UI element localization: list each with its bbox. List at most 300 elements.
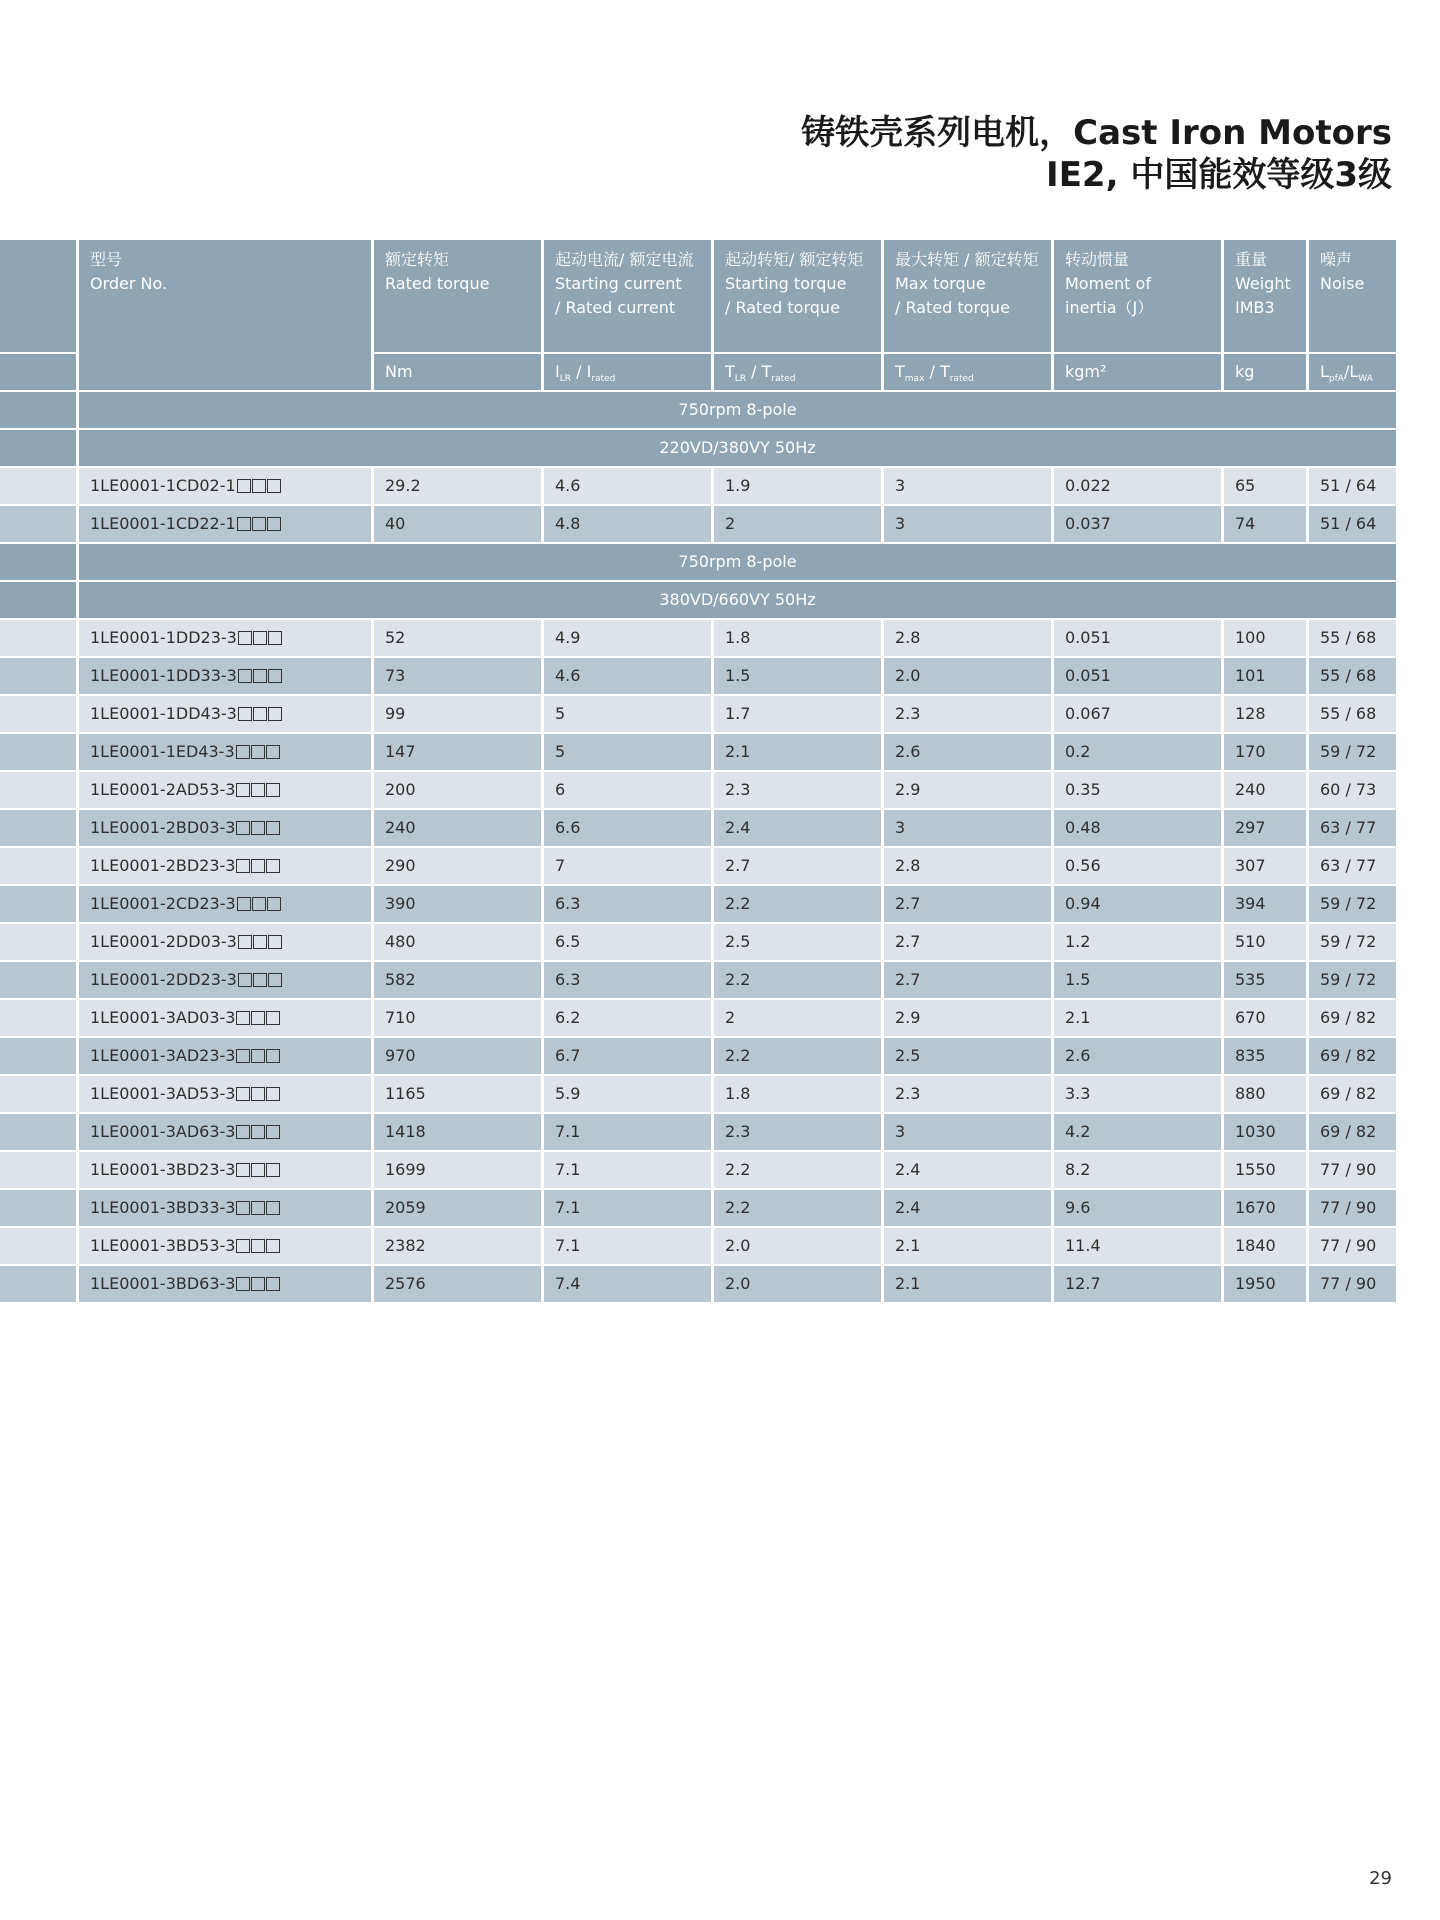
row-left-block — [0, 1152, 76, 1188]
option-placeholder-boxes — [235, 1040, 280, 1074]
cell-value: 240 — [1235, 780, 1266, 799]
cell-order — [79, 1076, 371, 1112]
cell-value: 6.6 — [555, 818, 581, 837]
cell-value: 6 — [555, 780, 566, 799]
cell-value: 1LE0001-2CD23-3 — [90, 894, 236, 913]
option-box — [268, 631, 282, 645]
cell-value: 6.3 — [555, 970, 581, 989]
cell-max_torque — [884, 1190, 1051, 1226]
cell-torque — [374, 1228, 541, 1264]
cell-current — [544, 1190, 711, 1226]
option-box — [236, 1011, 250, 1025]
cell-max_torque — [884, 1266, 1051, 1302]
cell-weight — [1224, 658, 1306, 694]
cell-weight — [1224, 1000, 1306, 1036]
table-row — [0, 1000, 1396, 1038]
cell-value: 1.5 — [725, 666, 751, 685]
cell-value: 2.7 — [725, 856, 751, 875]
cell-value: 77 / 90 — [1320, 1198, 1377, 1217]
cell-value: 4.6 — [555, 666, 581, 685]
cell-value: 8.2 — [1065, 1160, 1091, 1179]
cell-value: 63 / 77 — [1320, 856, 1377, 875]
cell-value: 2.2 — [725, 970, 751, 989]
cell-value: 0.037 — [1065, 514, 1111, 533]
cell-value: 1LE0001-1CD22-1 — [90, 514, 236, 533]
unit-subscript: pfA — [1328, 374, 1344, 385]
option-box — [251, 745, 265, 759]
option-box — [268, 935, 282, 949]
cell-value: 1LE0001-3BD63-3 — [90, 1274, 236, 1293]
header-en: / Rated torque — [725, 298, 840, 317]
row-left-block — [0, 810, 76, 846]
cell-inertia — [1054, 1000, 1221, 1036]
header-en: inertia（J） — [1065, 298, 1154, 317]
header-en: Starting torque — [725, 274, 847, 293]
cell-current — [544, 1114, 711, 1150]
cell-value: 3 — [895, 1122, 906, 1141]
cell-start_torque — [714, 658, 881, 694]
cell-value: 1.8 — [725, 1084, 751, 1103]
cell-current — [544, 1076, 711, 1112]
cell-value: 12.7 — [1065, 1274, 1101, 1293]
header-unit-current — [544, 354, 711, 390]
table-row — [0, 506, 1396, 544]
cell-value: 0.051 — [1065, 628, 1111, 647]
cell-value: 2.0 — [895, 666, 921, 685]
cell-value: 5 — [555, 742, 566, 761]
cell-torque — [374, 1076, 541, 1112]
unit-subscript: max — [904, 374, 925, 385]
cell-current — [544, 772, 711, 808]
cell-value: 1LE0001-2BD03-3 — [90, 818, 236, 837]
cell-start_torque — [714, 468, 881, 504]
row-left-block — [0, 924, 76, 960]
header-en: Moment of — [1065, 274, 1151, 293]
cell-weight — [1224, 1228, 1306, 1264]
cell-value: 1LE0001-3BD33-3 — [90, 1198, 236, 1217]
option-placeholder-boxes — [235, 1002, 280, 1036]
cell-max_torque — [884, 1076, 1051, 1112]
option-placeholder-boxes — [235, 850, 280, 884]
cell-value: 2.7 — [895, 970, 921, 989]
table-row — [0, 658, 1396, 696]
option-box — [238, 669, 252, 683]
option-box — [236, 1277, 250, 1291]
cell-order — [79, 1038, 371, 1074]
cell-value: 2.7 — [895, 932, 921, 951]
table-row — [0, 1038, 1396, 1076]
cell-noise — [1309, 1000, 1396, 1036]
cell-value: 0.051 — [1065, 666, 1111, 685]
cell-weight — [1224, 848, 1306, 884]
row-left-block — [0, 506, 76, 542]
cell-torque — [374, 620, 541, 656]
cell-max_torque — [884, 658, 1051, 694]
option-box — [236, 821, 250, 835]
title-line-1: 铸铁壳系列电机，Cast Iron Motors — [801, 113, 1392, 153]
cell-inertia — [1054, 810, 1221, 846]
cell-current — [544, 886, 711, 922]
row-left-block — [0, 544, 76, 580]
cell-order — [79, 1190, 371, 1226]
option-box — [252, 517, 266, 531]
cell-order — [79, 1152, 371, 1188]
cell-value: 970 — [385, 1046, 416, 1065]
header-zh: 额定转矩 — [385, 250, 450, 269]
cell-inertia — [1054, 962, 1221, 998]
row-left-block — [0, 468, 76, 504]
table-row — [0, 468, 1396, 506]
cell-current — [544, 924, 711, 960]
cell-noise — [1309, 886, 1396, 922]
cell-weight — [1224, 1038, 1306, 1074]
header-unit-inertia — [1054, 354, 1221, 390]
cell-value: 1LE0001-2DD03-3 — [90, 932, 237, 951]
table-row — [0, 1266, 1396, 1304]
cell-value: 394 — [1235, 894, 1266, 913]
cell-start_torque — [714, 1190, 881, 1226]
header-en: Rated torque — [385, 274, 490, 293]
option-placeholder-boxes — [235, 1230, 280, 1264]
cell-weight — [1224, 772, 1306, 808]
header-left-block — [0, 354, 76, 390]
cell-value: 1LE0001-3AD03-3 — [90, 1008, 236, 1027]
cell-value: 52 — [385, 628, 406, 647]
option-box — [267, 479, 281, 493]
row-left-block — [0, 696, 76, 732]
cell-value: 2 — [725, 1008, 736, 1027]
cell-noise — [1309, 506, 1396, 542]
cell-max_torque — [884, 848, 1051, 884]
header-en: Order No. — [90, 274, 168, 293]
cell-value: 240 — [385, 818, 416, 837]
table-row — [0, 962, 1396, 1000]
option-box — [266, 1011, 280, 1025]
cell-value: 535 — [1235, 970, 1266, 989]
cell-start_torque — [714, 810, 881, 846]
cell-value: 1699 — [385, 1160, 426, 1179]
cell-max_torque — [884, 924, 1051, 960]
cell-value: 4.8 — [555, 514, 581, 533]
cell-value: 2.6 — [1065, 1046, 1091, 1065]
cell-current — [544, 810, 711, 846]
cell-value: 6.3 — [555, 894, 581, 913]
cell-value: 69 / 82 — [1320, 1046, 1377, 1065]
header-zh: 起动电流/ 额定电流 — [555, 250, 694, 269]
unit-symbol: /L — [1343, 362, 1359, 381]
cell-value: 1550 — [1235, 1160, 1276, 1179]
row-left-block — [0, 658, 76, 694]
option-box — [236, 1125, 250, 1139]
cell-start_torque — [714, 1076, 881, 1112]
cell-value: 1LE0001-1DD23-3 — [90, 628, 237, 647]
cell-value: 1.2 — [1065, 932, 1091, 951]
header-cell-start_torque — [714, 240, 881, 352]
option-box — [237, 897, 251, 911]
unit-subscript: WA — [1358, 374, 1373, 385]
option-box — [251, 1277, 265, 1291]
cell-torque — [374, 772, 541, 808]
cell-start_torque — [714, 886, 881, 922]
cell-noise — [1309, 1114, 1396, 1150]
cell-value: 297 — [1235, 818, 1266, 837]
cell-current — [544, 848, 711, 884]
cell-value: 2.9 — [895, 1008, 921, 1027]
unit-symbol: L — [1320, 362, 1329, 381]
section-voltage-label: 380VD/660VY 50Hz — [79, 582, 1396, 618]
option-box — [266, 1049, 280, 1063]
cell-current — [544, 962, 711, 998]
cell-current — [544, 1000, 711, 1036]
cell-value: 7.1 — [555, 1160, 581, 1179]
cell-max_torque — [884, 506, 1051, 542]
cell-torque — [374, 1190, 541, 1226]
cell-current — [544, 734, 711, 770]
option-box — [251, 1163, 265, 1177]
cell-torque — [374, 1114, 541, 1150]
cell-weight — [1224, 506, 1306, 542]
table-row — [0, 810, 1396, 848]
header-unit-start_torque — [714, 354, 881, 390]
cell-value: 0.2 — [1065, 742, 1091, 761]
cell-weight — [1224, 468, 1306, 504]
header-cell-max_torque — [884, 240, 1051, 352]
cell-value: 55 / 68 — [1320, 666, 1377, 685]
cell-weight — [1224, 1266, 1306, 1302]
header-cell-order — [79, 240, 371, 390]
option-box — [266, 1277, 280, 1291]
option-box — [266, 1201, 280, 1215]
cell-max_torque — [884, 1000, 1051, 1036]
row-left-block — [0, 1038, 76, 1074]
cell-value: 59 / 72 — [1320, 970, 1377, 989]
cell-value: 2 — [725, 514, 736, 533]
cell-noise — [1309, 620, 1396, 656]
header-en: Noise — [1320, 274, 1365, 293]
section-speed-row — [0, 392, 1396, 430]
cell-weight — [1224, 1152, 1306, 1188]
cell-value: 1LE0001-1CD02-1 — [90, 476, 236, 495]
row-left-block — [0, 1266, 76, 1302]
header-cell-torque — [374, 240, 541, 352]
cell-value: 1LE0001-1DD33-3 — [90, 666, 237, 685]
cell-start_torque — [714, 734, 881, 770]
cell-order — [79, 810, 371, 846]
cell-value: 63 / 77 — [1320, 818, 1377, 837]
cell-value: 670 — [1235, 1008, 1266, 1027]
cell-value: 77 / 90 — [1320, 1236, 1377, 1255]
cell-value: 29.2 — [385, 476, 421, 495]
cell-inertia — [1054, 924, 1221, 960]
cell-value: 1.7 — [725, 704, 751, 723]
cell-weight — [1224, 1114, 1306, 1150]
section-voltage-row — [0, 430, 1396, 468]
cell-value: 1165 — [385, 1084, 426, 1103]
option-box — [236, 1087, 250, 1101]
cell-value: 2.6 — [895, 742, 921, 761]
cell-value: 51 / 64 — [1320, 514, 1377, 533]
unit-label: Nm — [385, 362, 413, 381]
cell-value: 74 — [1235, 514, 1256, 533]
cell-torque — [374, 1000, 541, 1036]
cell-max_torque — [884, 1114, 1051, 1150]
cell-value: 6.2 — [555, 1008, 581, 1027]
cell-inertia — [1054, 1152, 1221, 1188]
cell-torque — [374, 1038, 541, 1074]
cell-order — [79, 734, 371, 770]
cell-current — [544, 1228, 711, 1264]
cell-torque — [374, 848, 541, 884]
row-left-block — [0, 1228, 76, 1264]
cell-value: 69 / 82 — [1320, 1084, 1377, 1103]
cell-value: 40 — [385, 514, 406, 533]
option-placeholder-boxes — [237, 660, 282, 694]
row-left-block — [0, 886, 76, 922]
cell-value: 77 / 90 — [1320, 1160, 1377, 1179]
cell-value: 1LE0001-2BD23-3 — [90, 856, 236, 875]
option-placeholder-boxes — [235, 1192, 280, 1226]
option-box — [251, 1125, 265, 1139]
cell-value: 1LE0001-2AD53-3 — [90, 780, 236, 799]
cell-value: 1LE0001-3BD23-3 — [90, 1160, 236, 1179]
table-row — [0, 620, 1396, 658]
option-box — [252, 897, 266, 911]
unit-subscript: rated — [949, 374, 974, 385]
cell-weight — [1224, 924, 1306, 960]
header-unit-noise — [1309, 354, 1396, 390]
cell-inertia — [1054, 1114, 1221, 1150]
table-row — [0, 886, 1396, 924]
cell-noise — [1309, 1076, 1396, 1112]
option-box — [251, 783, 265, 797]
cell-order — [79, 468, 371, 504]
unit-subscript: LR — [734, 374, 747, 385]
cell-current — [544, 468, 711, 504]
cell-order — [79, 1000, 371, 1036]
cell-inertia — [1054, 772, 1221, 808]
cell-order — [79, 658, 371, 694]
table-row — [0, 1152, 1396, 1190]
cell-value: 69 / 82 — [1320, 1008, 1377, 1027]
cell-value: 2.7 — [895, 894, 921, 913]
cell-value: 69 / 82 — [1320, 1122, 1377, 1141]
header-zh: 型号 — [90, 250, 123, 269]
cell-start_torque — [714, 1266, 881, 1302]
header-cell-noise — [1309, 240, 1396, 352]
cell-value: 2.3 — [725, 1122, 751, 1141]
cell-inertia — [1054, 886, 1221, 922]
cell-value: 77 / 90 — [1320, 1274, 1377, 1293]
title-line-2: IE2, 中国能效等级3级 — [1046, 155, 1392, 195]
section-speed-label: 750rpm 8-pole — [79, 392, 1396, 428]
cell-inertia — [1054, 1038, 1221, 1074]
option-box — [267, 897, 281, 911]
cell-value: 0.022 — [1065, 476, 1111, 495]
option-box — [238, 707, 252, 721]
cell-value: 4.6 — [555, 476, 581, 495]
option-box — [266, 783, 280, 797]
cell-value: 11.4 — [1065, 1236, 1101, 1255]
option-box — [251, 1049, 265, 1063]
option-box — [237, 479, 251, 493]
cell-value: 1840 — [1235, 1236, 1276, 1255]
option-placeholder-boxes — [235, 1268, 280, 1302]
cell-value: 0.067 — [1065, 704, 1111, 723]
cell-start_torque — [714, 1228, 881, 1264]
cell-value: 2.8 — [895, 628, 921, 647]
cell-weight — [1224, 1190, 1306, 1226]
cell-order — [79, 1266, 371, 1302]
cell-max_torque — [884, 886, 1051, 922]
cell-current — [544, 696, 711, 732]
header-cell-current — [544, 240, 711, 352]
option-box — [238, 935, 252, 949]
cell-current — [544, 1038, 711, 1074]
cell-value: 1.9 — [725, 476, 751, 495]
cell-value: 1.8 — [725, 628, 751, 647]
cell-value: 2.2 — [725, 894, 751, 913]
cell-noise — [1309, 468, 1396, 504]
section-voltage-label: 220VD/380VY 50Hz — [79, 430, 1396, 466]
cell-value: 1950 — [1235, 1274, 1276, 1293]
header-en: Starting current — [555, 274, 682, 293]
cell-value: 147 — [385, 742, 416, 761]
cell-value: 1030 — [1235, 1122, 1276, 1141]
option-box — [236, 783, 250, 797]
option-box — [266, 1125, 280, 1139]
option-box — [266, 1239, 280, 1253]
option-placeholder-boxes — [237, 698, 282, 732]
option-box — [253, 973, 267, 987]
cell-value: 1.5 — [1065, 970, 1091, 989]
cell-weight — [1224, 810, 1306, 846]
table-row — [0, 1076, 1396, 1114]
option-placeholder-boxes — [237, 926, 282, 960]
cell-current — [544, 658, 711, 694]
unit-label: kgm² — [1065, 362, 1107, 381]
option-placeholder-boxes — [235, 736, 280, 770]
option-box — [236, 859, 250, 873]
cell-value: 1670 — [1235, 1198, 1276, 1217]
row-left-block — [0, 392, 76, 428]
cell-value: 7.1 — [555, 1236, 581, 1255]
table-row — [0, 924, 1396, 962]
cell-value: 835 — [1235, 1046, 1266, 1065]
cell-order — [79, 962, 371, 998]
cell-max_torque — [884, 810, 1051, 846]
option-box — [236, 745, 250, 759]
cell-value: 3.3 — [1065, 1084, 1091, 1103]
page-number: 29 — [1369, 1868, 1392, 1889]
cell-value: 9.6 — [1065, 1198, 1091, 1217]
option-placeholder-boxes — [236, 888, 281, 922]
cell-current — [544, 620, 711, 656]
cell-value: 73 — [385, 666, 406, 685]
unit-symbol: T — [895, 362, 905, 381]
cell-value: 6.7 — [555, 1046, 581, 1065]
row-left-block — [0, 962, 76, 998]
row-left-block — [0, 734, 76, 770]
option-box — [266, 745, 280, 759]
option-box — [268, 669, 282, 683]
cell-torque — [374, 886, 541, 922]
cell-start_torque — [714, 962, 881, 998]
option-box — [251, 1087, 265, 1101]
cell-current — [544, 506, 711, 542]
option-box — [251, 1011, 265, 1025]
option-box — [252, 479, 266, 493]
cell-value: 2.2 — [725, 1046, 751, 1065]
